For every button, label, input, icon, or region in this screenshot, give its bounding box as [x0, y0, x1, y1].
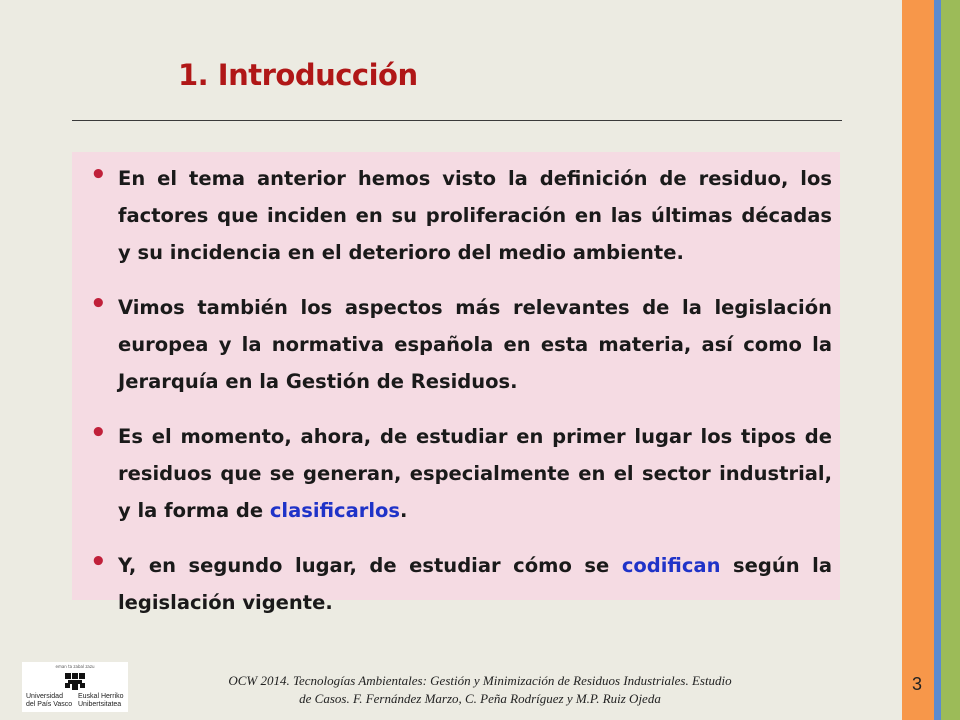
logo-text-basque: Euskal Herriko Unibertsitatea [78, 693, 124, 708]
bullet-item [72, 289, 840, 400]
decorative-stripe-orange [902, 0, 934, 720]
footer-citation [160, 672, 800, 708]
highlighted-term: clasificarlos [269, 499, 401, 522]
bullet-dot-icon: • [90, 418, 107, 448]
title-divider [72, 120, 842, 121]
bullet-text: . [400, 499, 408, 522]
slide-title: 1. Introducción [178, 58, 418, 92]
logo-text-spanish: Universidad del País Vasco [26, 693, 73, 708]
bullet-list [72, 160, 840, 639]
logo-motto: eman ta zabal zazu [55, 664, 95, 669]
bullet-item [72, 418, 840, 529]
university-logo [22, 662, 128, 712]
decorative-stripe-green [941, 0, 960, 720]
highlighted-term: codifican [621, 554, 721, 577]
bullet-dot-icon: • [90, 160, 107, 190]
bullet-text: Vimos también los aspectos más relevantes de la legislación europea y la normativa española en esta materia, así como la Jerarquía en la Gestión de Residuos. [118, 296, 832, 393]
bullet-item [72, 547, 840, 621]
bullet-item [72, 160, 840, 271]
page-number: 3 [912, 674, 923, 694]
bullet-text: según la legislación vigente. [118, 554, 832, 614]
university-emblem-icon [63, 671, 87, 691]
content-box [72, 152, 840, 614]
footer-line-2: de Casos. F. Fernández Marzo, C. Peña Rodríguez y M.P. Ruiz Ojeda [299, 691, 661, 706]
bullet-text: Es el momento, ahora, de estudiar en primer lugar los tipos de residuos que se generan, especialmente en el sector industrial, y la forma de [118, 425, 832, 522]
bullet-text: En el tema anterior hemos visto la definición de residuo, los factores que inciden en su proliferación en las últimas décadas y su incidencia en el deterioro del medio ambiente. [118, 167, 832, 264]
decorative-stripe-blue [934, 0, 941, 720]
bullet-dot-icon: • [90, 289, 107, 319]
bullet-text: Y, en segundo lugar, de estudiar cómo se [118, 554, 622, 577]
footer-line-1: OCW 2014. Tecnologías Ambientales: Gestión y Minimización de Residuos Industriales. Estudio [228, 673, 732, 688]
bullet-dot-icon: • [90, 547, 107, 577]
